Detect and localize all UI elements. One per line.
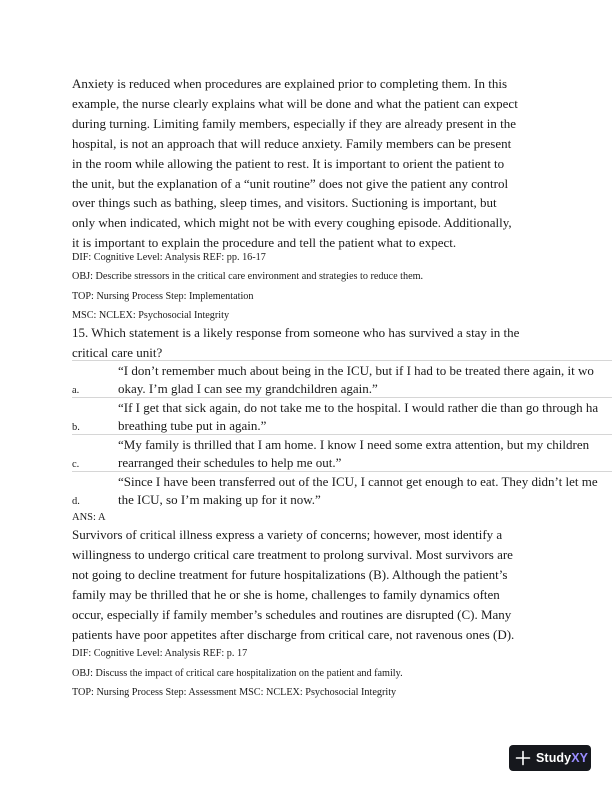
difficulty-reference: DIF: Cognitive Level: Analysis REF: p. 17 [72, 648, 248, 659]
objective: OBJ: Discuss the impact of critical care hospitalization on the patient and family. [72, 668, 403, 679]
option-text-b [118, 399, 612, 434]
rationale-line: Anxiety is reduced when procedures are explained prior to completing them. In this [72, 76, 508, 91]
rationale-line: family may be thrilled that he or she is home, challenges to family dynamics often [72, 586, 500, 602]
option-line: “Since I have been transferred out of the ICU, I cannot get enough to eat. They didn’t let me [118, 474, 598, 489]
option-divider [72, 397, 612, 398]
logo-text-accent: XY [571, 751, 589, 765]
option-text-d [118, 473, 612, 508]
option-divider [72, 360, 612, 361]
rationale-line: over things such as bathing, sleep times, and visitors. Suctioning is important, but [72, 195, 497, 211]
rationale-line: Survivors of critical illness express a variety of concerns; however, most identify a [72, 527, 503, 542]
rationale-line: example, the nurse clearly explains what will be done and what the patient can expect [72, 95, 518, 111]
rationale-line: occur, especially if family member’s schedules and routines are disrupted (C). Many [72, 606, 512, 622]
question-line: critical care unit? [72, 344, 163, 360]
rationale-line: it is important to explain the procedure and tell the patient what to expect. [72, 235, 457, 251]
rationale-line: only when indicated, which might not be with every coughing episode. Additionally, [72, 215, 512, 231]
rationale-line: in the room while allowing the patient to rest. It is important to orient the patient to [72, 155, 505, 171]
option-letter-b: b. [72, 422, 80, 433]
difficulty-reference: DIF: Cognitive Level: Analysis REF: pp. 16-17 [72, 252, 266, 263]
option-line: okay. I’m glad I can see my grandchildren again.” [118, 380, 378, 396]
rationale-paragraph-bottom [72, 525, 540, 644]
rationale-line: the unit, but the explanation of a “unit routine” does not give the patient any control [72, 175, 509, 191]
option-line: “I don’t remember much about being in the ICU, but if I had to be treated there again, it wo [118, 363, 594, 378]
option-letter-c: c. [72, 459, 80, 470]
option-line: “If I get that sick again, do not take me to the hospital. I would rather die than go through ha [118, 400, 599, 415]
rationale-line: hospital, is not an approach that will reduce anxiety. Family members can be present [72, 135, 512, 151]
answer-key: ANS: A [72, 512, 106, 523]
topic-and-msc: TOP: Nursing Process Step: Assessment MSC: NCLEX: Psychosocial Integrity [72, 687, 397, 698]
option-line: rearranged their schedules to help me out.” [118, 454, 342, 470]
option-line: breathing tube put in again.” [118, 417, 267, 433]
option-divider [72, 434, 612, 435]
option-text-c [118, 436, 612, 471]
question-stem [72, 323, 542, 363]
option-divider [72, 471, 612, 472]
rationale-line: patients have poor appetites after discharge from critical care, not ravenous ones (D). [72, 626, 515, 642]
topic: TOP: Nursing Process Step: Implementation [72, 291, 254, 302]
plus-sparkle-icon [515, 750, 531, 766]
question-line: 15. Which statement is a likely response from someone who has survived a stay in the [72, 325, 520, 340]
rationale-paragraph-top [72, 74, 540, 253]
option-line: the ICU, so I’m making up for it now.” [118, 491, 321, 507]
logo-wordmark [536, 751, 588, 765]
option-line: “My family is thrilled that I am home. I know I need some extra attention, but my children [118, 437, 590, 452]
logo-text-main: Study [536, 751, 572, 765]
option-letter-a: a. [72, 385, 80, 396]
option-text-a [118, 362, 612, 397]
rationale-line: during turning. Limiting family members, especially if they are already present in the [72, 115, 517, 131]
rationale-line: willingness to undergo critical care treatment to prolong survival. Most survivors are [72, 546, 513, 562]
studyxy-logo[interactable] [509, 745, 591, 771]
option-letter-d: d. [72, 496, 80, 507]
objective: OBJ: Describe stressors in the critical care environment and strategies to reduce them. [72, 271, 424, 282]
rationale-line: not going to decline treatment for future hospitalizations (B). Although the patient’s [72, 566, 508, 582]
msc-category: MSC: NCLEX: Psychosocial Integrity [72, 310, 230, 321]
